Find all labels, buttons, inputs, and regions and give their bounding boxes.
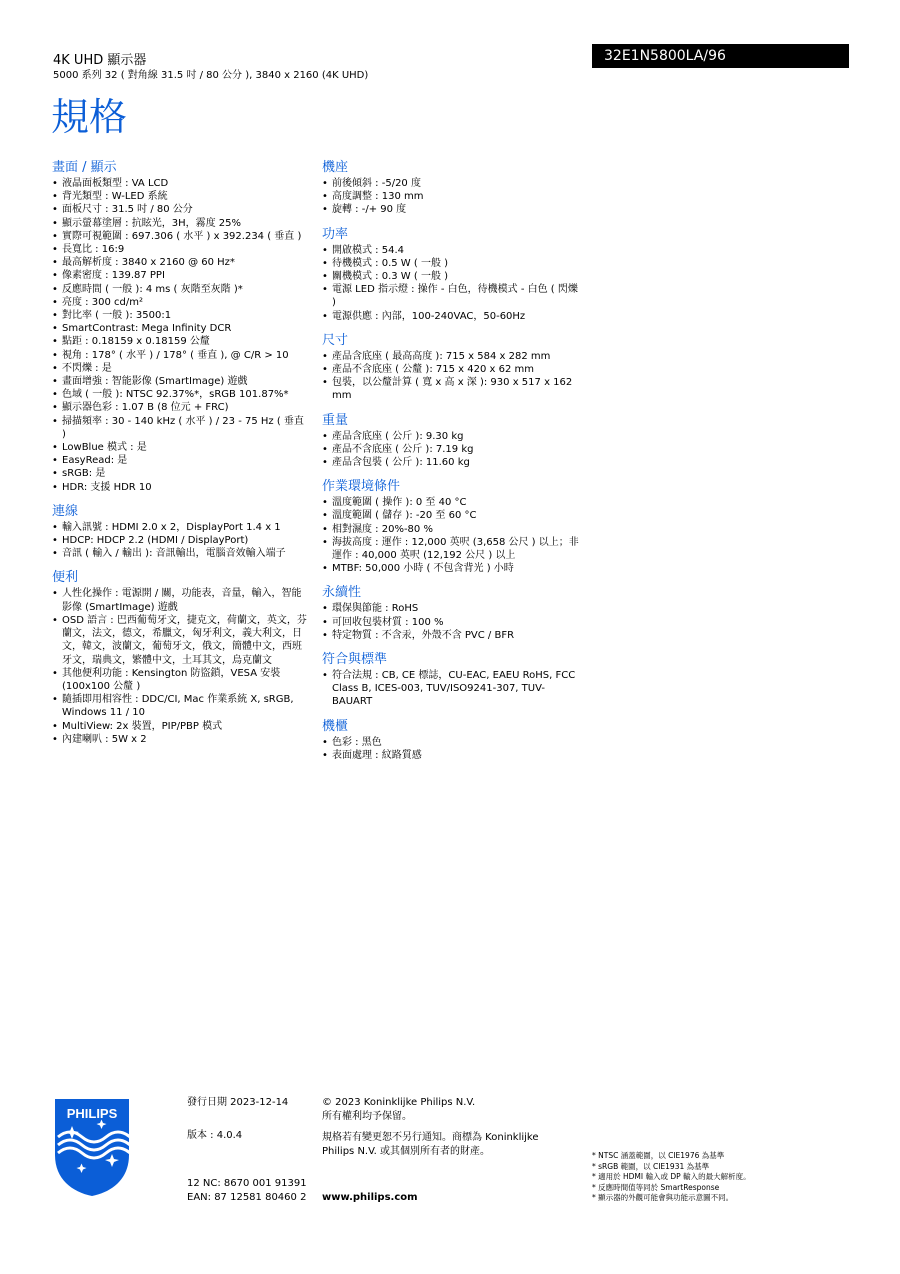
spec-section — [322, 585, 580, 642]
philips-logo — [52, 1097, 132, 1197]
spec-item: • MultiView: 2x 裝置，PIP/PBP 模式 — [52, 720, 310, 733]
spec-section — [322, 227, 580, 323]
spec-list — [322, 430, 580, 470]
spec-item: • 海拔高度 : 運作 : 12,000 英呎 (3,658 公尺 ) 以上；非運作 : 40,000 英呎 (12,192 公尺 ) 以上 — [322, 536, 580, 562]
spec-item: • 電源供應 : 內部，100-240VAC，50-60Hz — [322, 310, 580, 323]
model-number-badge: 32E1N5800LA/96 — [592, 44, 849, 68]
spec-item: • 待機模式 : 0.5 W ( 一般 ) — [322, 257, 580, 270]
spec-item: • 點距 : 0.18159 x 0.18159 公釐 — [52, 335, 310, 348]
footnote: * 適用於 HDMI 輸入或 DP 輸入的最大解析度。 — [592, 1172, 751, 1181]
section-title: 連線 — [52, 503, 79, 519]
spec-item: • 反應時間 ( 一般 ): 4 ms ( 灰階至灰階 )* — [52, 283, 310, 296]
spec-item: • MTBF: 50,000 小時 ( 不包含背光 ) 小時 — [322, 562, 580, 575]
spec-item: • 可回收包裝材質 : 100 % — [322, 616, 580, 629]
logo-text: PHILIPS — [66, 1106, 118, 1121]
spec-item: • 產品不含底座 ( 公釐 ): 715 x 420 x 62 mm — [322, 363, 580, 376]
section-title: 畫面 / 顯示 — [52, 160, 117, 175]
spec-list — [322, 244, 580, 323]
left-spec-column — [52, 160, 310, 756]
spec-list — [322, 177, 580, 217]
spec-section — [322, 333, 580, 403]
section-title: 永續性 — [322, 585, 362, 601]
spec-item: • 面板尺寸 : 31.5 吋 / 80 公分 — [52, 203, 310, 216]
footnote: * NTSC 涵蓋範圍，以 CIE1976 為基準 — [592, 1151, 725, 1160]
spec-list — [322, 669, 580, 709]
product-title: 4K UHD 顯示器 — [53, 53, 147, 68]
spec-item: • SmartContrast: Mega Infinity DCR — [52, 322, 310, 335]
section-title: 符合與標準 — [322, 652, 388, 668]
spec-section — [322, 652, 580, 709]
spec-item: • 背光類型 : W-LED 系統 — [52, 190, 310, 203]
spec-item: • 開啟模式 : 54.4 — [322, 244, 580, 257]
spec-section — [322, 160, 580, 217]
change-notice-line2: Philips N.V. 或其個別所有者的財產。 — [322, 1146, 491, 1157]
spec-item: • 相對濕度 : 20%-80 % — [322, 523, 580, 536]
issue-date: 發行日期 2023-12-14 — [187, 1097, 289, 1108]
product-subtitle: 5000 系列 32 ( 對角線 31.5 吋 / 80 公分 ), 3840 x 2160 (4K UHD) — [53, 70, 369, 81]
rights-reserved: 所有權利均予保留。 — [322, 1111, 412, 1122]
spec-item: • 電源 LED 指示燈 : 操作 - 白色，待機模式 - 白色 ( 閃爍 ) — [322, 283, 580, 309]
spec-section — [322, 413, 580, 470]
spec-list — [52, 521, 310, 561]
spec-list — [322, 496, 580, 575]
spec-item: • 像素密度 : 139.87 PPI — [52, 269, 310, 282]
spec-item: • 掃描頻率 : 30 - 140 kHz ( 水平 ) / 23 - 75 Hz ( 垂直 ) — [52, 415, 310, 441]
footnote: * 顯示器的外觀可能會與功能示意圖不同。 — [592, 1193, 734, 1202]
spec-item: • 特定物質 : 不含汞，外殼不含 PVC / BFR — [322, 629, 580, 642]
page-heading: 規格 — [51, 95, 128, 139]
spec-list — [322, 736, 580, 762]
spec-item: • 內建喇叭 : 5W x 2 — [52, 733, 310, 746]
spec-item: • 視角 : 178° ( 水平 ) / 178° ( 垂直 ), @ C/R > 10 — [52, 349, 310, 362]
spec-item: • 符合法規 : CB, CE 標誌，CU-EAC, EAEU RoHS, FCC Class B, ICES-003, TUV/ISO9241-307, TUV-BAUART — [322, 669, 580, 709]
spec-item: • LowBlue 模式 : 是 — [52, 441, 310, 454]
spec-section — [52, 570, 310, 745]
right-spec-column — [322, 160, 580, 772]
spec-item: • 顯示器色彩 : 1.07 B (8 位元 + FRC) — [52, 401, 310, 414]
section-title: 機櫃 — [322, 718, 349, 734]
footnote: * 反應時間值等同於 SmartResponse — [592, 1182, 720, 1192]
section-title: 機座 — [322, 160, 349, 175]
spec-item: • 不閃爍 : 是 — [52, 362, 310, 375]
spec-item: • 產品含底座 ( 最高高度 ): 715 x 584 x 282 mm — [322, 350, 580, 363]
spec-item: • 環保與節能 : RoHS — [322, 602, 580, 615]
spec-item: • 溫度範圍 ( 儲存 ): -20 至 60 °C — [322, 509, 580, 522]
spec-item: • sRGB: 是 — [52, 467, 310, 480]
version: 版本 : 4.0.4 — [187, 1130, 243, 1141]
spec-section — [322, 479, 580, 575]
footnotes — [592, 1151, 751, 1204]
spec-item: • HDCP: HDCP 2.2 (HDMI / DisplayPort) — [52, 534, 310, 547]
spec-item: • 溫度範圍 ( 操作 ): 0 至 40 °C — [322, 496, 580, 509]
spec-list — [52, 587, 310, 745]
spec-item: • 產品含底座 ( 公斤 ): 9.30 kg — [322, 430, 580, 443]
spec-item: • 畫面增強 : 智能影像 (SmartImage) 遊戲 — [52, 375, 310, 388]
section-title: 尺寸 — [322, 332, 349, 348]
spec-item: • 關機模式 : 0.3 W ( 一般 ) — [322, 270, 580, 283]
spec-item: • 亮度 : 300 cd/m² — [52, 296, 310, 309]
spec-item: • 前後傾斜 : -5/20 度 — [322, 177, 580, 190]
section-title: 便利 — [52, 570, 79, 586]
spec-item: • 實際可視範圍 : 697.306 ( 水平 ) x 392.234 ( 垂直 ) — [52, 230, 310, 243]
spec-item: • 色彩 : 黑色 — [322, 736, 580, 749]
spec-section — [52, 160, 310, 494]
spec-item: • 隨插即用相容性 : DDC/CI, Mac 作業系統 X, sRGB, Windows 11 / 10 — [52, 693, 310, 719]
spec-list — [52, 177, 310, 494]
spec-list — [322, 602, 580, 642]
footnote: * sRGB 範圍，以 CIE1931 為基準 — [592, 1161, 710, 1171]
spec-item: • OSD 語言 : 巴西葡萄牙文，捷克文，荷蘭文，英文，芬蘭文，法文，德文，希臘文，匈牙利文，義大利文，日文，韓文，波蘭文，葡萄牙文，俄文，簡體中文，西班牙文，瑞典文，繁體中文，土耳其文，烏克蘭文 — [52, 614, 310, 667]
spec-item: • 最高解析度 : 3840 x 2160 @ 60 Hz* — [52, 256, 310, 269]
spec-item: • 長寬比 : 16:9 — [52, 243, 310, 256]
spec-item: • 對比率 ( 一般 ): 3500:1 — [52, 309, 310, 322]
spec-item: • 產品不含底座 ( 公斤 ): 7.19 kg — [322, 443, 580, 456]
spec-item: • 包裝，以公釐計算 ( 寬 x 高 x 深 ): 930 x 517 x 162 mm — [322, 376, 580, 402]
spec-item: • 液晶面板類型 : VA LCD — [52, 177, 310, 190]
section-title: 作業環境條件 — [322, 479, 401, 495]
spec-section — [52, 504, 310, 561]
spec-item: • 其他便利功能 : Kensington 防盜鎖，VESA 安裝 (100x100 公釐 ) — [52, 667, 310, 693]
spec-item: • 表面處理 : 紋路質感 — [322, 749, 580, 762]
spec-section — [322, 719, 580, 762]
spec-item: • 輸入訊號 : HDMI 2.0 x 2，DisplayPort 1.4 x 1 — [52, 521, 310, 534]
spec-item: • 高度調整 : 130 mm — [322, 190, 580, 203]
spec-item: • 色域 ( 一般 ): NTSC 92.37%*，sRGB 101.87%* — [52, 388, 310, 401]
section-title: 重量 — [322, 412, 349, 428]
spec-item: • 旋轉 : -/+ 90 度 — [322, 203, 580, 216]
spec-list — [322, 350, 580, 403]
spec-item: • 人性化操作 : 電源開 / 關，功能表，音量，輸入，智能影像 (SmartImage) 遊戲 — [52, 587, 310, 613]
spec-item: • 產品含包裝 ( 公斤 ): 11.60 kg — [322, 456, 580, 469]
spec-item: • HDR: 支援 HDR 10 — [52, 481, 310, 494]
spec-item: • EasyRead: 是 — [52, 454, 310, 467]
ean-number: EAN: 87 12581 80460 2 — [187, 1192, 307, 1203]
nc-number: 12 NC: 8670 001 91391 — [187, 1178, 307, 1189]
spec-item: • 顯示螢幕塗層 : 抗眩光，3H，霧度 25% — [52, 217, 310, 230]
website-link[interactable]: www.philips.com — [322, 1192, 418, 1203]
change-notice-line1: 規格若有變更恕不另行通知。商標為 Koninklijke — [322, 1132, 539, 1143]
spec-item: • 音訊 ( 輸入 / 輸出 ): 音訊輸出，電腦音效輸入端子 — [52, 547, 310, 560]
section-title: 功率 — [322, 226, 349, 242]
copyright-line: © 2023 Koninklijke Philips N.V. — [322, 1097, 476, 1108]
